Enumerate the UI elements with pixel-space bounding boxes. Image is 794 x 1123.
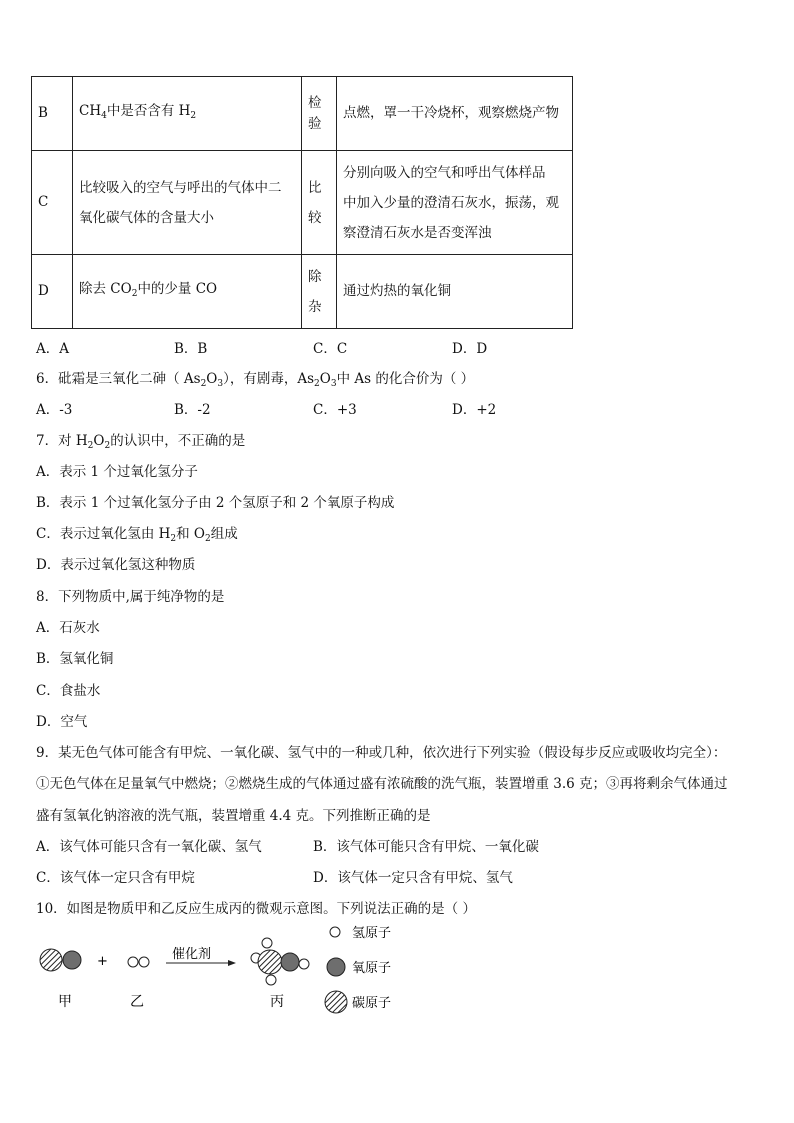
q9-stem-line-3: 盛有氢氧化钠溶液的洗气瓶，装置增重 4.4 克。下列推断正确的是	[36, 808, 431, 824]
q5-options	[0, 337, 794, 355]
label-bing: 丙	[270, 994, 284, 1010]
legend	[325, 926, 391, 1013]
option-a: A．该气体可能只含有一氧化碳、氢气	[36, 839, 262, 855]
hydrogen-atom	[139, 957, 149, 967]
q10-stem: 10．如图是物质甲和乙反应生成丙的微观示意图。下列说法正确的是（ ）	[36, 901, 476, 917]
carbon-atom	[40, 949, 62, 971]
q9-options	[0, 835, 794, 885]
hydrogen-atom	[262, 938, 272, 948]
option-d: D．D	[452, 341, 488, 357]
option-a: A．A	[36, 341, 69, 357]
row-label: B	[32, 77, 73, 151]
option-a: A．-3	[36, 402, 73, 418]
legend-oxygen: 氧原子	[352, 961, 392, 976]
row-method: 分别向吸入的空气和呼出气体样品 中加入少量的澄清石灰水，振荡，观 察澄清石灰水是否变浑浊	[337, 151, 573, 255]
option-b: B．B	[174, 341, 208, 357]
option-c: C．C	[313, 341, 348, 357]
row-type: 比 较	[302, 151, 337, 255]
label-yi: 乙	[130, 994, 144, 1010]
q7-stem: 7．对 $H_2O_2$的认识中，不正确的是	[36, 433, 246, 451]
row-content: 比较吸入的空气与呼出的气体中二 氧化碳气体的含量大小	[73, 151, 302, 255]
row-label: C	[32, 151, 73, 255]
catalyst-label: 催化剂	[172, 947, 212, 962]
q8-option-b: B．氢氧化铜	[36, 651, 114, 667]
row-label: D	[32, 255, 73, 329]
q7-option-c: C．表示过氧化氢由 $H_2$和 $O_2$组成	[36, 526, 238, 544]
table-row	[32, 255, 573, 329]
q9-stem-line-1: 9．某无色气体可能含有甲烷、一氧化碳、氢气中的一种或几种，依次进行下列实验（假设每步反应或吸收均完全）：	[36, 745, 727, 761]
experiment-table	[31, 76, 573, 329]
option-d: D．该气体一定只含有甲烷、氢气	[313, 870, 513, 886]
label-jia: 甲	[58, 994, 72, 1010]
hydrogen-legend-icon	[330, 927, 340, 937]
row-method: 通过灼热的氧化铜	[337, 255, 573, 329]
hydrogen-atom	[128, 957, 138, 967]
q7-option-a: A．表示 1 个过氧化氢分子	[36, 464, 198, 480]
row-type: 检 验	[302, 77, 337, 151]
q6-stem: 6．砒霜是三氧化二砷（ $As_2O_3$），有剧毒，$As_2O_3$中 As 的化合价为（ ）	[36, 371, 475, 389]
molecule-bing	[251, 938, 309, 985]
option-d: D．+2	[452, 402, 497, 418]
legend-hydrogen: 氢原子	[352, 926, 392, 941]
molecule-jia	[40, 949, 81, 971]
option-b: B．该气体可能只含有甲烷、一氧化碳	[313, 839, 539, 855]
row-content: 除去 $CO_2$中的少量 CO	[73, 255, 302, 329]
q8-option-c: C．食盐水	[36, 683, 101, 699]
q8-stem: 8．下列物质中,属于纯净物的是	[36, 589, 225, 605]
option-c: C．该气体一定只含有甲烷	[36, 870, 195, 886]
q8-option-d: D．空气	[36, 714, 88, 730]
molecule-yi	[128, 957, 149, 967]
row-type: 除 杂	[302, 255, 337, 329]
legend-carbon: 碳原子	[352, 996, 392, 1011]
table-row	[32, 77, 573, 151]
option-c: C．+3	[313, 402, 357, 418]
oxygen-atom	[281, 953, 299, 971]
carbon-atom	[258, 950, 282, 974]
oxygen-atom	[63, 951, 81, 969]
row-method: 点燃，罩一干冷烧杯，观察燃烧产物	[337, 77, 573, 151]
reaction-diagram	[0, 920, 794, 1020]
q7-option-b: B．表示 1 个过氧化氢分子由 2 个氢原子和 2 个氧原子构成	[36, 495, 395, 511]
q7-option-d: D．表示过氧化氢这种物质	[36, 557, 196, 573]
oxygen-legend-icon	[327, 958, 345, 976]
q8-option-a: A．石灰水	[36, 620, 100, 636]
hydrogen-atom	[299, 959, 309, 969]
row-content: $CH_4$中是否含有 $H_2$	[73, 77, 302, 151]
q9-stem-line-2: ①无色气体在足量氧气中燃烧；②燃烧生成的气体通过盛有浓硫酸的洗气瓶，装置增重 3.6 克；③再将剩余气体通过	[36, 776, 728, 792]
table-row	[32, 151, 573, 255]
option-b: B．-2	[174, 402, 211, 418]
plus-sign: +	[97, 954, 108, 969]
q6-options	[0, 398, 794, 416]
hydrogen-atom	[266, 975, 276, 985]
carbon-legend-icon	[325, 991, 347, 1013]
